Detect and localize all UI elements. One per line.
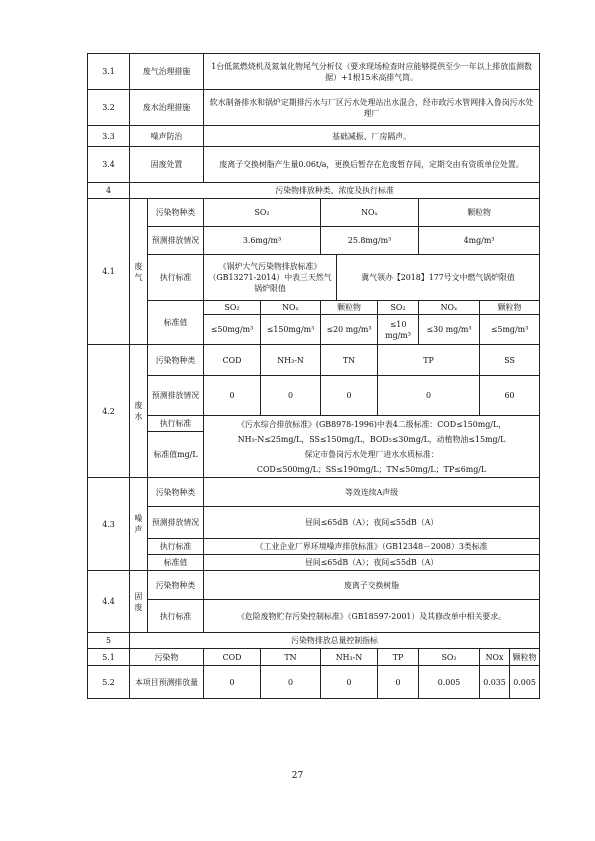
row-number: 3.2 <box>88 90 130 126</box>
predicted-value: 60 <box>480 376 540 416</box>
total-item: NOx <box>480 649 510 665</box>
limit-label: 标准值 <box>148 301 204 345</box>
predicted-value: 0 <box>378 376 480 416</box>
row-4-3-limit <box>88 555 540 571</box>
row-5-2 <box>88 666 540 699</box>
limit-value: 昼间≤65dB（A）；夜间≤55dB（A） <box>204 555 540 571</box>
predicted-value: 0 <box>261 376 321 416</box>
row-5-1 <box>88 649 540 666</box>
predicted-value: 昼间≤65dB（A）；夜间≤55dB（A） <box>204 507 540 539</box>
section-5-header <box>88 633 540 649</box>
row-4-3-standard <box>88 539 540 555</box>
pollutant-cell: 颗粒物 <box>419 199 540 227</box>
row-4-3-predicted <box>88 507 540 539</box>
row-label: 废水治理措施 <box>130 90 204 126</box>
total-value: 0 <box>321 666 378 699</box>
pollutant-cell: NH₃-N <box>261 345 321 376</box>
pollutant-cell: COD <box>204 345 261 376</box>
pollutant-type-label: 污染物种类 <box>148 345 204 376</box>
category-noise: 噪 声 <box>130 478 148 571</box>
limit-value: ≤10 mg/m³ <box>378 315 419 345</box>
section-number: 5 <box>88 633 130 649</box>
standard-label: 执行标准 <box>148 539 204 555</box>
predicted-value: 3.6mg/m³ <box>204 227 321 255</box>
row-4-1-standard <box>88 255 540 301</box>
row-3-1 <box>88 54 540 90</box>
total-value-pair-table <box>480 666 539 698</box>
pollutant-cell: NOₓ <box>321 199 419 227</box>
standard-line: 《污水综合排放标准》(GB8978-1996)中表4二级标准：COD≤150mg/L， <box>237 419 507 429</box>
limit-head: 颗粒物 <box>480 301 540 315</box>
total-value: 0 <box>261 666 321 699</box>
total-value: 0 <box>204 666 261 699</box>
row-4-1-pollutants <box>88 199 540 227</box>
total-value-pair <box>480 666 540 699</box>
predicted-label: 预测排放情况 <box>148 507 204 539</box>
row-number: 3.1 <box>88 54 130 90</box>
section-number: 4 <box>88 183 130 199</box>
limit-label: 标准值 <box>148 555 204 571</box>
limit-head: NOₓ <box>419 301 480 315</box>
row-label: 噪声防治 <box>130 126 204 147</box>
total-item: 颗粒物 <box>512 652 537 662</box>
pollutant-cell: SS <box>480 345 540 376</box>
section-title: 污染物排放种类、浓度及执行标准 <box>130 183 540 199</box>
category-solid-waste: 固 废 <box>130 571 148 633</box>
row-4-3-pollutant <box>88 478 540 507</box>
row-content: 软水制备排水和锅炉定期排污水与厂区污水处理站出水混合，经市政污水管网排入鲁岗污水处理厂 <box>204 90 540 126</box>
row-number: 3.4 <box>88 147 130 183</box>
limit-value: ≤5mg/m³ <box>480 315 540 345</box>
limit-value: ≤50mg/m³ <box>204 315 261 345</box>
row-3-2 <box>88 90 540 126</box>
pollutant-type-label: 污染物种类 <box>148 478 204 507</box>
row-label: 固废处置 <box>130 147 204 183</box>
row-number: 3.3 <box>88 126 130 147</box>
pollutant-type-label: 污染物种类 <box>148 199 204 227</box>
row-4-2-standard <box>88 416 540 432</box>
total-value: 0.035 <box>480 666 510 698</box>
pollutant-standards-table <box>87 53 540 699</box>
row-4-4-standard <box>88 600 540 633</box>
row-3-3 <box>88 126 540 147</box>
limit-head: 颗粒物 <box>321 301 378 315</box>
row-number: 4.2 <box>88 345 130 478</box>
row-4-1-predicted <box>88 227 540 255</box>
section-4-header <box>88 183 540 199</box>
limit-head: SO₂ <box>378 301 419 315</box>
pollutant-cell: 等效连续A声级 <box>204 478 540 507</box>
category-waste-gas: 废 气 <box>130 199 148 345</box>
limit-head: SO₂ <box>204 301 261 315</box>
row-label: 废气治理措施 <box>130 54 204 90</box>
limit-label: 标准值mg/L <box>148 432 204 478</box>
total-item-pair-table <box>480 649 539 665</box>
row-4-2-predicted <box>88 376 540 416</box>
standard-line: 保定市鲁岗污水处理厂进水水质标准： <box>304 449 439 459</box>
pollutant-cell: TP <box>378 345 480 376</box>
total-value: 0 <box>378 666 419 699</box>
pollutant-cell: TN <box>321 345 378 376</box>
total-value: 0.005 <box>513 677 536 687</box>
category-waste-water: 废 水 <box>130 345 148 478</box>
row-content: 基础减振、厂房隔声。 <box>204 126 540 147</box>
row-number: 5.2 <box>88 666 130 699</box>
predicted-value: 0 <box>321 376 378 416</box>
standard-line: COD≤500mg/L；SS≤190mg/L；TN≤50mg/L；TP≤6mg/L <box>256 464 487 474</box>
pollutant-cell: SO₂ <box>204 199 321 227</box>
predicted-value: 4mg/m³ <box>419 227 540 255</box>
row-4-1-limit-heads <box>88 301 540 315</box>
water-standard-text <box>204 416 540 478</box>
row-content: 废离子交换树脂产生量0.06t/a，更换后暂存在危废暂存间，定期交由有资质单位处置。 <box>204 147 540 183</box>
total-item: TN <box>261 649 321 666</box>
total-item: COD <box>204 649 261 666</box>
total-item-pair <box>480 649 540 666</box>
row-label: 本项目预测排放量 <box>130 666 204 699</box>
limit-value: ≤20 mg/m³ <box>321 315 378 345</box>
row-content: 1台低氮燃烧机及氮氧化物尾气分析仪（要求现场检查时应能够提供至少一年以上排放监测数据）+1根15米高排气筒。 <box>204 54 540 90</box>
standard-text-left: 《锅炉大气污染物排放标准》（GB13271-2014）中表三天然气锅炉限值 <box>204 255 337 301</box>
limit-value: ≤150mg/m³ <box>261 315 321 345</box>
total-item: NH₃-N <box>321 649 378 666</box>
predicted-label: 预测排放情况 <box>148 376 204 416</box>
row-3-4 <box>88 147 540 183</box>
limit-head: NOₓ <box>261 301 321 315</box>
total-item: TP <box>378 649 419 666</box>
limit-value: ≤30 mg/m³ <box>419 315 480 345</box>
row-4-2-pollutants <box>88 345 540 376</box>
standard-label: 执行标准 <box>148 416 204 432</box>
predicted-label: 预测排放情况 <box>148 227 204 255</box>
predicted-value: 0 <box>204 376 261 416</box>
row-number: 4.4 <box>88 571 130 633</box>
pollutant-cell: 废离子交换树脂 <box>204 571 540 600</box>
total-item: SO₂ <box>419 649 480 666</box>
standard-text: 《工业企业厂界环境噪声排放标准》（GB12348－2008）3类标准 <box>204 539 540 555</box>
standard-text-right: 冀气领办【2018】177号文中燃气锅炉限值 <box>337 255 540 301</box>
standard-line: NH₃-N≤25mg/L，SS≤150mg/L，BOD₅≤30mg/L，动植物油≤15mg/L <box>237 434 506 444</box>
row-number: 4.1 <box>88 199 130 345</box>
standard-text: 《危险废物贮存污染控制标准》（GB18597-2001）及其修改单中相关要求。 <box>204 600 540 633</box>
pollutant-type-label: 污染物种类 <box>148 571 204 600</box>
total-value: 0.005 <box>419 666 480 699</box>
row-number: 4.3 <box>88 478 130 571</box>
standard-label: 执行标准 <box>148 255 204 301</box>
row-number: 5.1 <box>88 649 130 666</box>
page-number: 27 <box>291 771 304 781</box>
standard-label: 执行标准 <box>148 600 204 633</box>
predicted-value: 25.8mg/m³ <box>321 227 419 255</box>
row-label: 污染物 <box>130 649 204 666</box>
row-4-4-pollutant <box>88 571 540 600</box>
section-title: 污染物排放总量控制指标 <box>130 633 540 649</box>
